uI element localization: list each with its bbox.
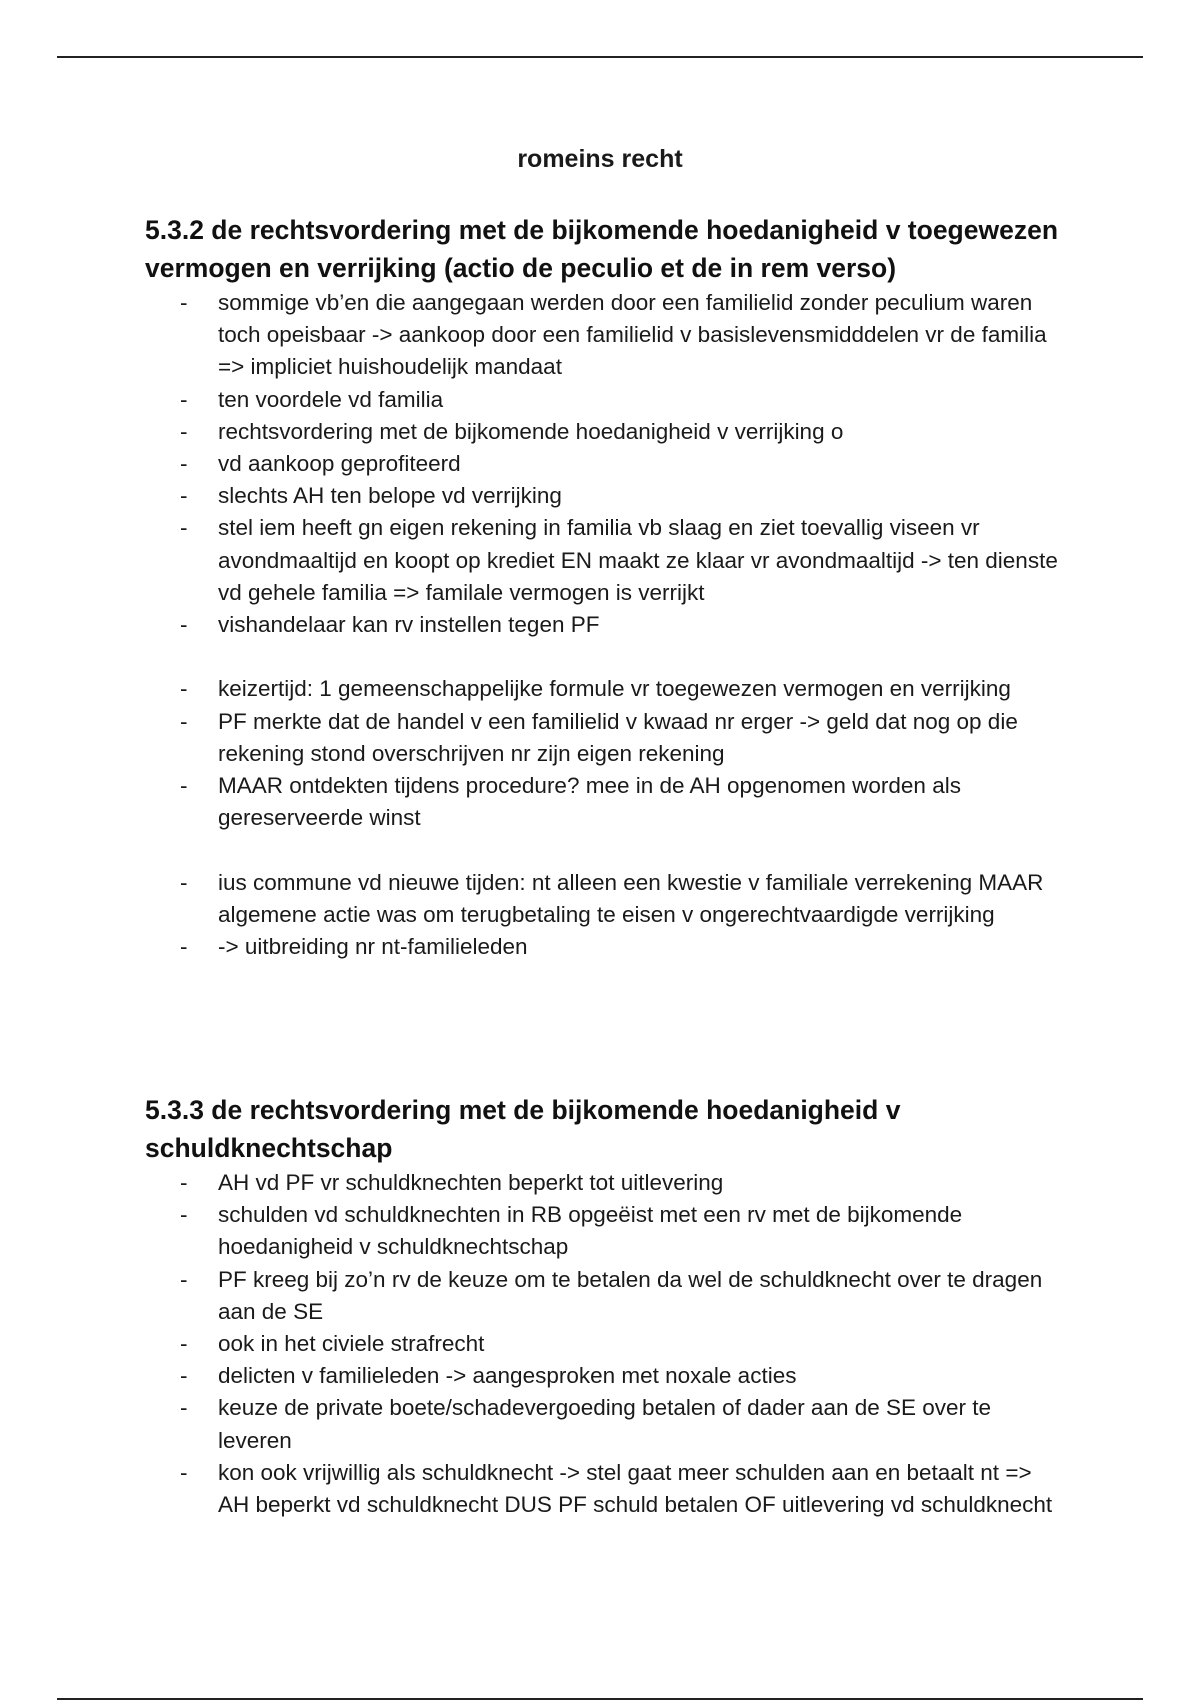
list-item: - MAAR ontdekten tijdens procedure? mee in de AH opgenomen worden als gereserveerde winst	[145, 770, 1065, 834]
list-item: - schulden vd schuldknechten in RB opgeëist met een rv met de bijkomende hoedanigheid v schuldknechtschap	[145, 1199, 1065, 1263]
list-item: - kon ook vrijwillig als schuldknecht -> stel gaat meer schulden aan en betaalt nt => AH beperkt vd schuldknecht DUS PF schuld betalen OF uitlevering vd schuldknecht	[145, 1457, 1065, 1521]
list-item: - vd aankoop geprofiteerd	[145, 448, 1065, 480]
top-rule	[57, 56, 1143, 58]
list-item: - ten voordele vd familia	[145, 384, 1065, 416]
list-item: - slechts AH ten belope vd verrijking	[145, 480, 1065, 512]
list-item: - sommige vb’en die aangegaan werden door een familielid zonder peculium waren toch opeisbaar -> aankoop door een familielid v basislevensmidddelen vr de familia => impliciet huishoudelijk mandaat	[145, 287, 1065, 384]
section-heading: 5.3.2 de rechtsvordering met de bijkomende hoedanigheid v toegewezen vermogen en verrijking (actio de peculio et de in rem verso)	[145, 215, 1059, 283]
list-item: - stel iem heeft gn eigen rekening in familia vb slaag en ziet toevallig viseen vr avondmaaltijd en koopt op krediet EN maakt ze klaar vr avondmaaltijd -> ten dienste vd gehele familia => familale vermogen is verrijkt	[145, 512, 1065, 609]
section-5-3-2	[145, 212, 1065, 963]
list-item: - ius commune vd nieuwe tijden: nt alleen een kwestie v familiale verrekening MAAR algemene actie was om terugbetaling te eisen v ongerechtvaardigde verrijking	[145, 867, 1065, 931]
list-item: - keuze de private boete/schadevergoeding betalen of dader aan de SE over te leveren	[145, 1392, 1065, 1456]
list-item: - PF kreeg bij zo’n rv de keuze om te betalen da wel de schuldknecht over te dragen aan de SE	[145, 1264, 1065, 1328]
list-item: - -> uitbreiding nr nt-familieleden	[145, 931, 1065, 963]
document-title: romeins recht	[517, 145, 683, 173]
section-heading: 5.3.3 de rechtsvordering met de bijkomende hoedanigheid v schuldknechtschap	[145, 1095, 901, 1163]
bullet-list	[145, 1167, 1065, 1521]
list-item: - ook in het civiele strafrecht	[145, 1328, 1065, 1360]
bullet-list	[145, 287, 1065, 963]
list-item: - PF merkte dat de handel v een familielid v kwaad nr erger -> geld dat nog op die rekening stond overschrijven nr zijn eigen rekening	[145, 706, 1065, 770]
list-item: - delicten v familieleden -> aangesproken met noxale acties	[145, 1360, 1065, 1392]
list-item: - rechtsvordering met de bijkomende hoedanigheid v verrijking o	[145, 416, 1065, 448]
list-item: - keizertijd: 1 gemeenschappelijke formule vr toegewezen vermogen en verrijking	[145, 673, 1065, 705]
section-5-3-3	[145, 1092, 1065, 1521]
list-item: - vishandelaar kan rv instellen tegen PF	[145, 609, 1065, 641]
list-item: - AH vd PF vr schuldknechten beperkt tot uitlevering	[145, 1167, 1065, 1199]
